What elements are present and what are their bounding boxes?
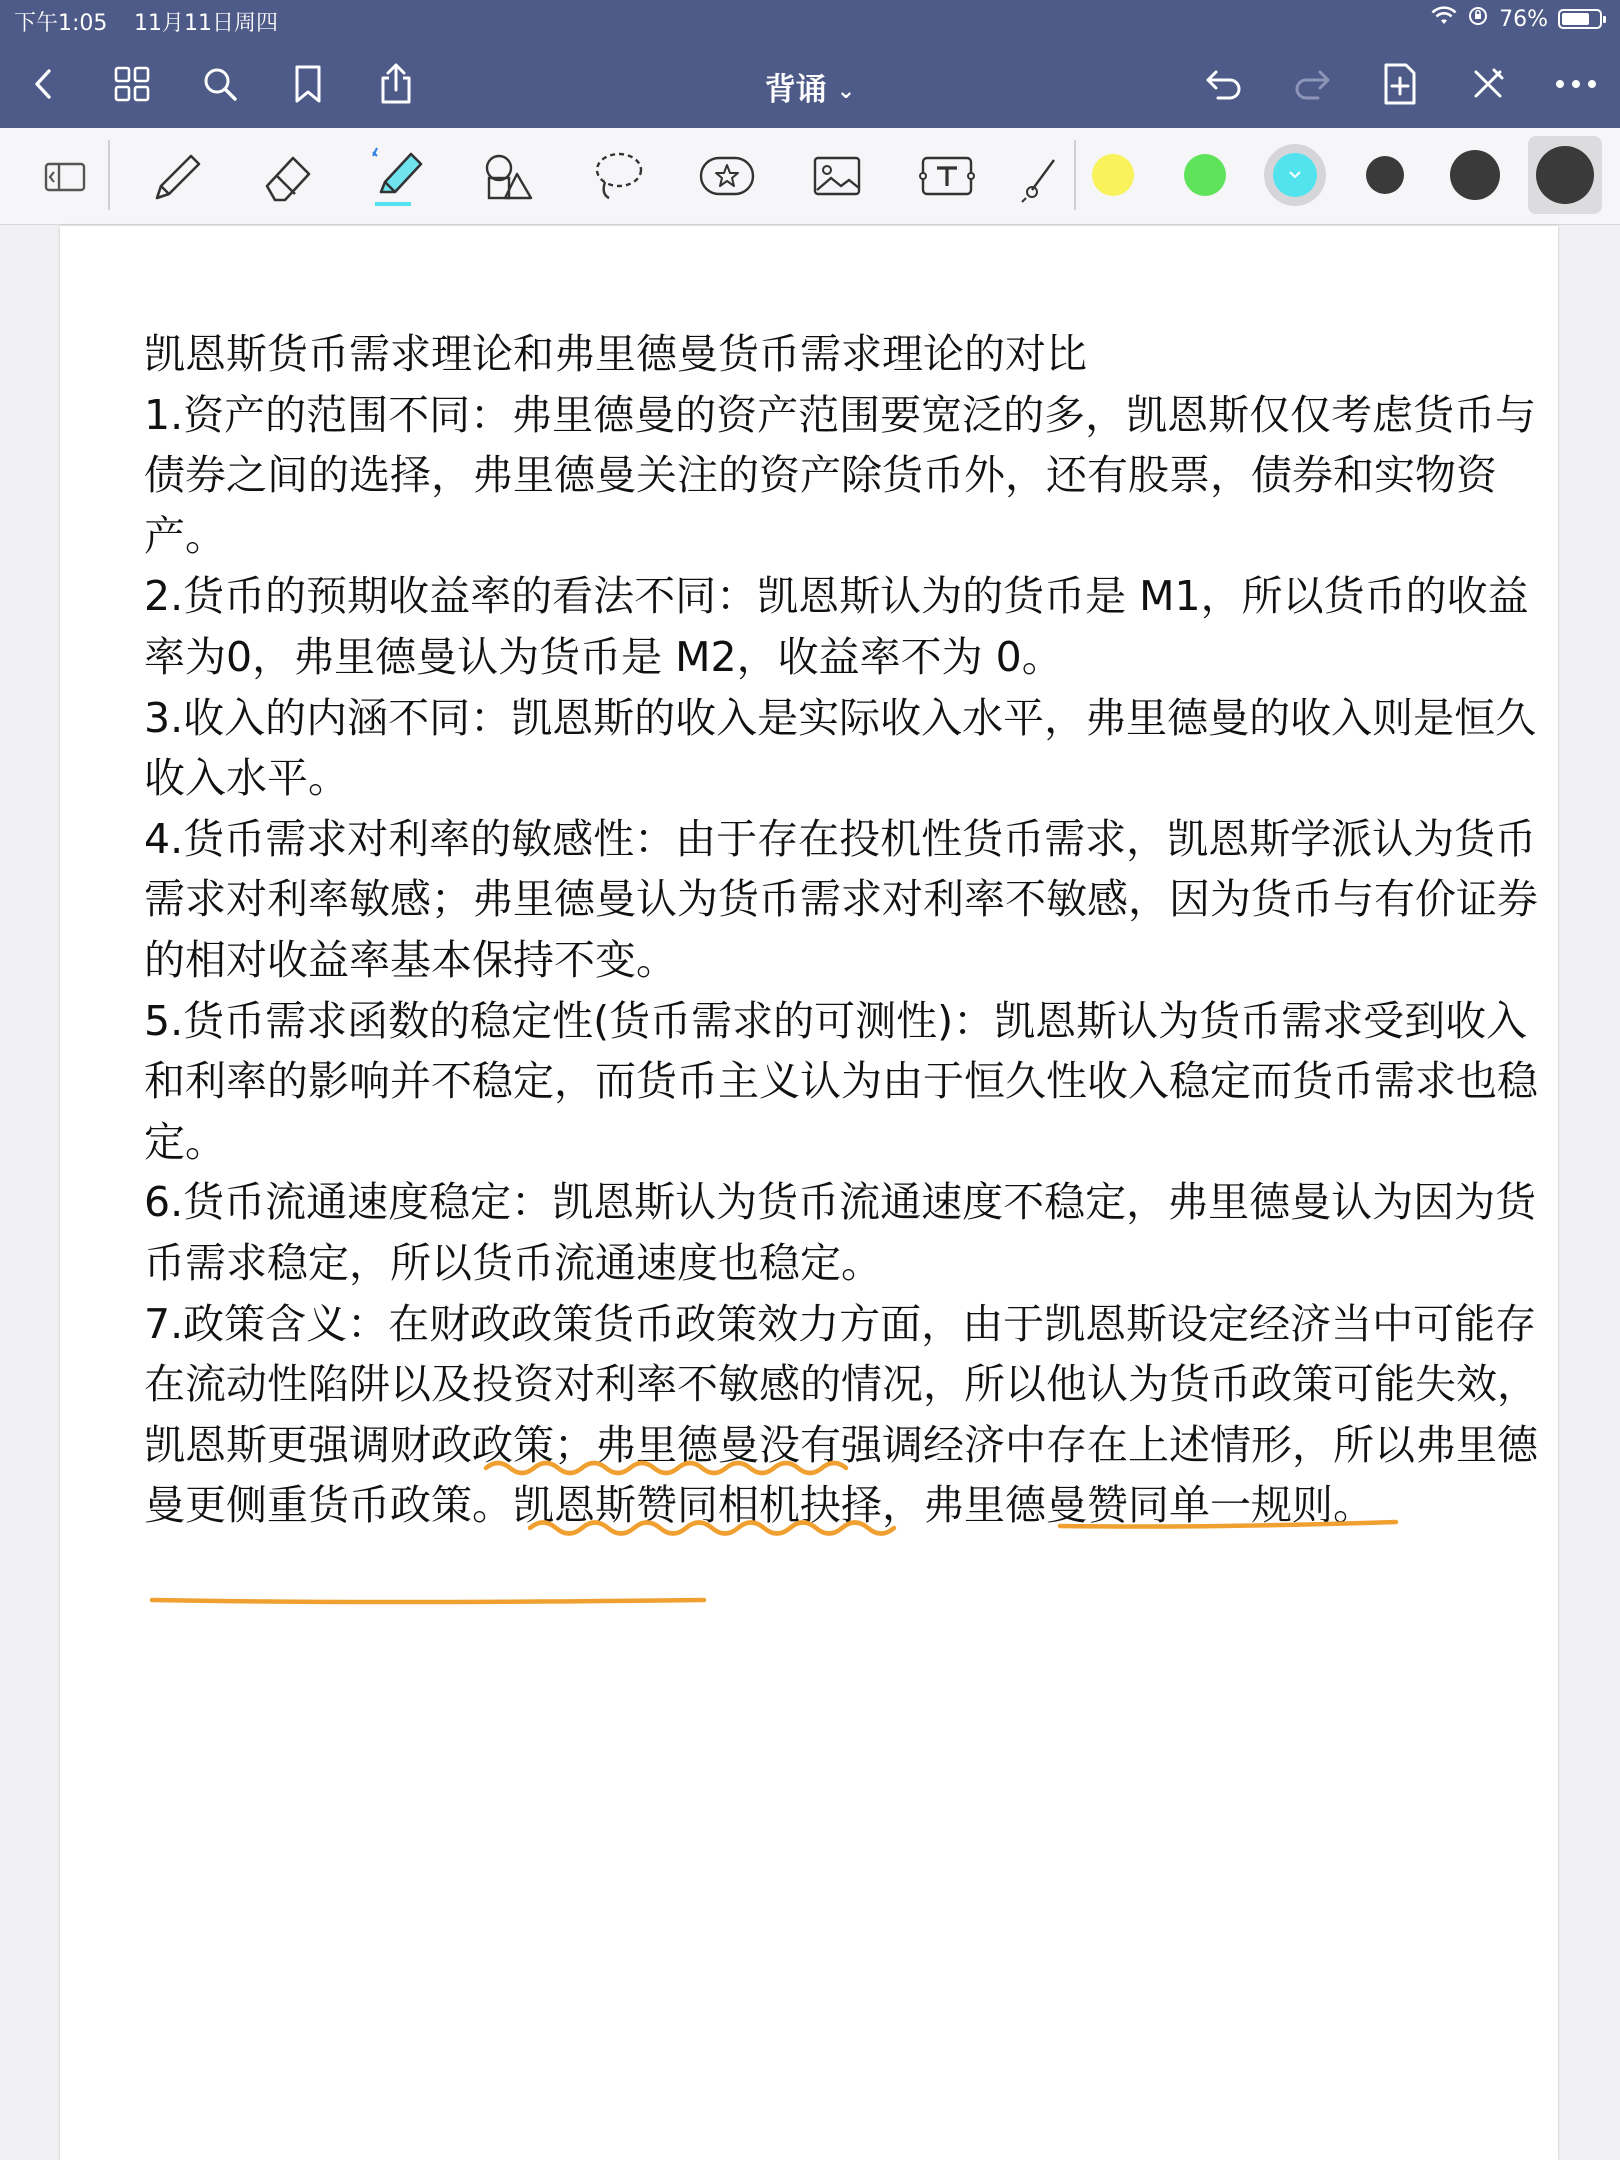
image-tool[interactable] xyxy=(804,144,870,208)
pen-icon xyxy=(147,146,207,206)
sticker-tool[interactable] xyxy=(694,144,760,208)
lasso-tool[interactable] xyxy=(584,144,650,208)
stroke-width-large[interactable] xyxy=(1536,146,1594,204)
laser-tool[interactable] xyxy=(1010,144,1070,208)
chevron-down-icon xyxy=(1287,170,1303,180)
more-button[interactable] xyxy=(1552,60,1600,108)
toolbar-divider xyxy=(108,140,110,210)
eraser-tool[interactable] xyxy=(254,144,320,208)
color-swatch-cyan-ring[interactable] xyxy=(1264,144,1326,206)
status-date: 11月11日周四 xyxy=(134,11,278,36)
close-pen-button[interactable] xyxy=(1464,60,1512,108)
stroke-width-small[interactable] xyxy=(1366,156,1404,194)
color-swatch-cyan[interactable] xyxy=(1273,153,1317,197)
color-swatch-yellow[interactable] xyxy=(1092,154,1134,196)
lasso-icon xyxy=(587,146,647,206)
status-bar xyxy=(0,0,1620,40)
stroke-width-medium[interactable] xyxy=(1450,150,1500,200)
note-paragraph: 6.货币流通速度稳定：凯恩斯认为货币流通速度不稳定，弗里德曼认为因为货币需求稳定，所以货币流通速度也稳定。 xyxy=(144,1178,1537,1287)
shapes-tool[interactable] xyxy=(474,144,540,208)
status-right xyxy=(1431,5,1602,33)
toggle-panel-button[interactable] xyxy=(32,144,98,208)
undo-button[interactable] xyxy=(1200,60,1248,108)
undo-icon xyxy=(1202,64,1246,104)
color-swatch-green[interactable] xyxy=(1184,154,1226,196)
nav-bar xyxy=(0,40,1620,128)
battery-fill xyxy=(1562,13,1589,25)
highlighter-tool[interactable] xyxy=(364,144,430,208)
battery-icon xyxy=(1558,9,1602,29)
note-paragraph: 7.政策含义：在财政政策货币政策效力方面，由于凯恩斯设定经济当中可能存在流动性陷阱以及投资对利率不敏感的情况，所以他认为货币政策可能失效，凯恩斯更强调财政政策；弗里德曼没有强调经济中存在上述情形，所以弗里德曼更侧重货币政策。凯恩斯赞同相机抉择，弗里德曼赞同单一规则。 xyxy=(144,1299,1538,1530)
add-page-icon xyxy=(1380,61,1420,107)
chevron-down-icon: ⌄ xyxy=(836,79,856,104)
eraser-icon xyxy=(257,146,317,206)
pen-tool[interactable] xyxy=(144,144,210,208)
wifi-icon xyxy=(1431,6,1457,32)
text-icon xyxy=(915,146,979,206)
redo-icon xyxy=(1290,64,1334,104)
orientation-lock-icon xyxy=(1467,5,1489,33)
note-page[interactable] xyxy=(60,226,1558,2160)
document-title: 背诵 xyxy=(764,72,827,108)
note-paragraph: 1.资产的范围不同：弗里德曼的资产范围要宽泛的多，凯恩斯仅仅考虑货币与债券之间的选择，弗里德曼关注的资产除货币外，还有股票，债券和实物资产。 xyxy=(144,390,1537,560)
note-paragraph: 5.货币需求函数的稳定性(货币需求的可测性)：凯恩斯认为货币需求受到收入和利率的影响并不稳定，而货币主义认为由于恒久性收入稳定而货币需求也稳定。 xyxy=(144,996,1538,1166)
text-tool[interactable] xyxy=(914,144,980,208)
note-text xyxy=(144,324,1544,1536)
note-heading: 凯恩斯货币需求理论和弗里德曼货币需求理论的对比 xyxy=(144,330,1087,378)
note-paragraph: 2.货币的预期收益率的看法不同：凯恩斯认为的货币是 M1，所以货币的收益率为0，弗里德曼认为货币是 M2，收益率不为 0。 xyxy=(144,572,1529,681)
laser-icon xyxy=(1020,146,1060,206)
straight-underline xyxy=(152,1600,704,1602)
sticker-icon xyxy=(695,146,759,206)
toolbar-divider xyxy=(1074,140,1076,210)
highlighter-icon xyxy=(365,142,429,210)
tool-bar xyxy=(0,128,1620,225)
image-icon xyxy=(807,146,867,206)
toggle-panel-icon xyxy=(41,156,89,196)
more-icon xyxy=(1554,78,1598,90)
add-page-button[interactable] xyxy=(1376,60,1424,108)
note-paragraph: 3.收入的内涵不同：凯恩斯的收入是实际收入水平，弗里德曼的收入则是恒久收入水平。 xyxy=(144,693,1537,803)
battery-percent: 76% xyxy=(1499,6,1548,32)
note-paragraph: 4.货币需求对利率的敏感性：由于存在投机性货币需求，凯恩斯学派认为货币需求对利率敏感；弗里德曼认为货币需求对利率不敏感，因为货币与有价证券的相对收益率基本保持不变。 xyxy=(144,814,1538,984)
shapes-icon xyxy=(477,146,537,206)
status-time: 下午1:05 xyxy=(14,11,108,36)
close-pen-icon xyxy=(1468,64,1508,104)
redo-button[interactable] xyxy=(1288,60,1336,108)
